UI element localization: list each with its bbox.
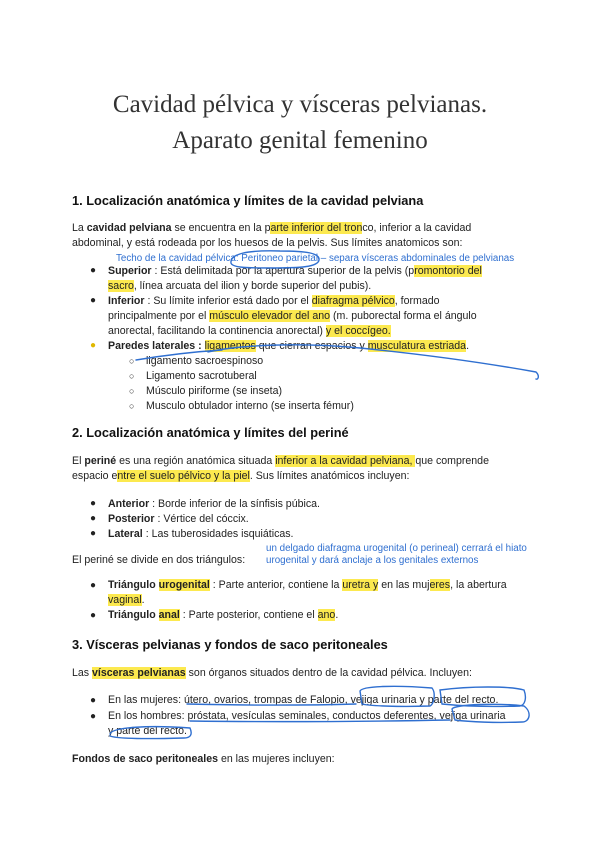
inferior-line3: anorectal, facilitando la continencia anorectal) y el coccígeo. [108, 325, 391, 337]
subitem-4: Musculo obtulador interno (se inserta fémur) [146, 400, 354, 412]
page-title-line-2: Aparato genital femenino [172, 127, 428, 154]
bullet-dot: ● [90, 610, 97, 621]
handwritten-note-techo: Techo de la cavidad pélvica: Peritoneo parietal – separa vísceras abdominales de pelvianas [116, 253, 515, 264]
section3-intro: Las vísceras pelvianas son órganos situados dentro de la cavidad pélvica. Incluyen: [72, 667, 472, 679]
paredes-laterales-line: Paredes laterales : ligamentos que cierran espacios y musculatura estriada. [108, 340, 470, 352]
triangulo-urogenital-line2: vaginal. [108, 594, 145, 606]
bullet-dot: ● [90, 513, 97, 524]
bullet-dot: ● [90, 265, 97, 276]
section2-intro-line1: El periné es una región anatómica situada inferior a la cavidad pelviana, que comprende [72, 455, 489, 467]
section1-intro-line2: abdominal, y está rodeada por los huesos de la pelvis. Sus límites anatomicos son: [72, 237, 463, 249]
visceras-hombres-line1: En los hombres: próstata, vesículas seminales, conductos deferentes, vejiga urinaria [108, 710, 506, 722]
bullet-dot: ● [90, 498, 97, 509]
visceras-mujeres: En las mujeres: útero, ovarios, trompas de Falopio, vejiga urinaria y parte del recto. [108, 694, 499, 706]
subitem-1: ligamento sacroespinoso [146, 355, 264, 367]
page-title-line-1: Cavidad pélvica y vísceras pelvianas. [112, 91, 488, 118]
section1-heading: 1. Localización anatómica y límites de la cavidad pelviana [72, 193, 424, 208]
bullet-dot: ● [90, 580, 97, 591]
inferior-line2: principalmente por el músculo elevador del ano (m. puborectal forma el ángulo [108, 310, 477, 322]
bullet-dot-highlighted: ● [90, 340, 97, 351]
bullet-dot: ● [90, 711, 97, 722]
circle-bullet: ○ [129, 401, 135, 411]
section1-intro-line1: La cavidad pelviana se encuentra en la parte inferior del tronco, inferior a la cavidad [72, 222, 472, 234]
handwritten-note-diafragma-1: un delgado diafragma urogenital (o perineal) cerrará el hiato [266, 543, 527, 554]
subitem-3: Músculo piriforme (se inseta) [146, 385, 282, 397]
limit-posterior: Posterior : Vértice del cóccix. [108, 513, 249, 525]
visceras-hombres-line2: y parte del recto. [108, 725, 187, 737]
circle-bullet: ○ [129, 386, 135, 396]
bullet-dot: ● [90, 295, 97, 306]
section3-heading: 3. Vísceras pelvianas y fondos de saco peritoneales [72, 637, 388, 652]
perine-divides-text: El periné se divide en dos triángulos: [72, 554, 246, 566]
limit-anterior: Anterior : Borde inferior de la sínfisis púbica. [108, 498, 320, 510]
triangulo-urogenital-line1: Triángulo urogenital : Parte anterior, contiene la uretra y en las mujeres, la abertura [108, 579, 507, 591]
subitem-2: Ligamento sacrotuberal [146, 370, 257, 382]
inferior-line1: Inferior : Su límite inferior está dado por el diafragma pélvico, formado [108, 295, 440, 307]
section2-intro-line2: espacio entre el suelo pélvico y la piel. Sus límites anatómicos incluyen: [72, 470, 410, 482]
circle-bullet: ○ [129, 371, 135, 381]
limit-lateral: Lateral : Las tuberosidades isquiáticas. [108, 528, 294, 540]
handwritten-note-diafragma-2: urogenital y dará anclaje a los genitales externos [266, 555, 479, 566]
triangulo-anal-line: Triángulo anal : Parte posterior, contiene el ano. [108, 609, 339, 621]
superior-line2: sacro, línea arcuata del ilion y borde superior del pubis). [108, 280, 372, 292]
circle-bullet: ○ [129, 356, 135, 366]
section2-heading: 2. Localización anatómica y límites del periné [72, 425, 349, 440]
fondos-saco-text: Fondos de saco peritoneales en las mujeres incluyen: [72, 753, 335, 765]
superior-line1: Superior : Está delimitada por la apertura superior de la pelvis (promontorio del [108, 265, 482, 277]
bullet-dot: ● [90, 695, 97, 706]
bullet-dot: ● [90, 528, 97, 539]
